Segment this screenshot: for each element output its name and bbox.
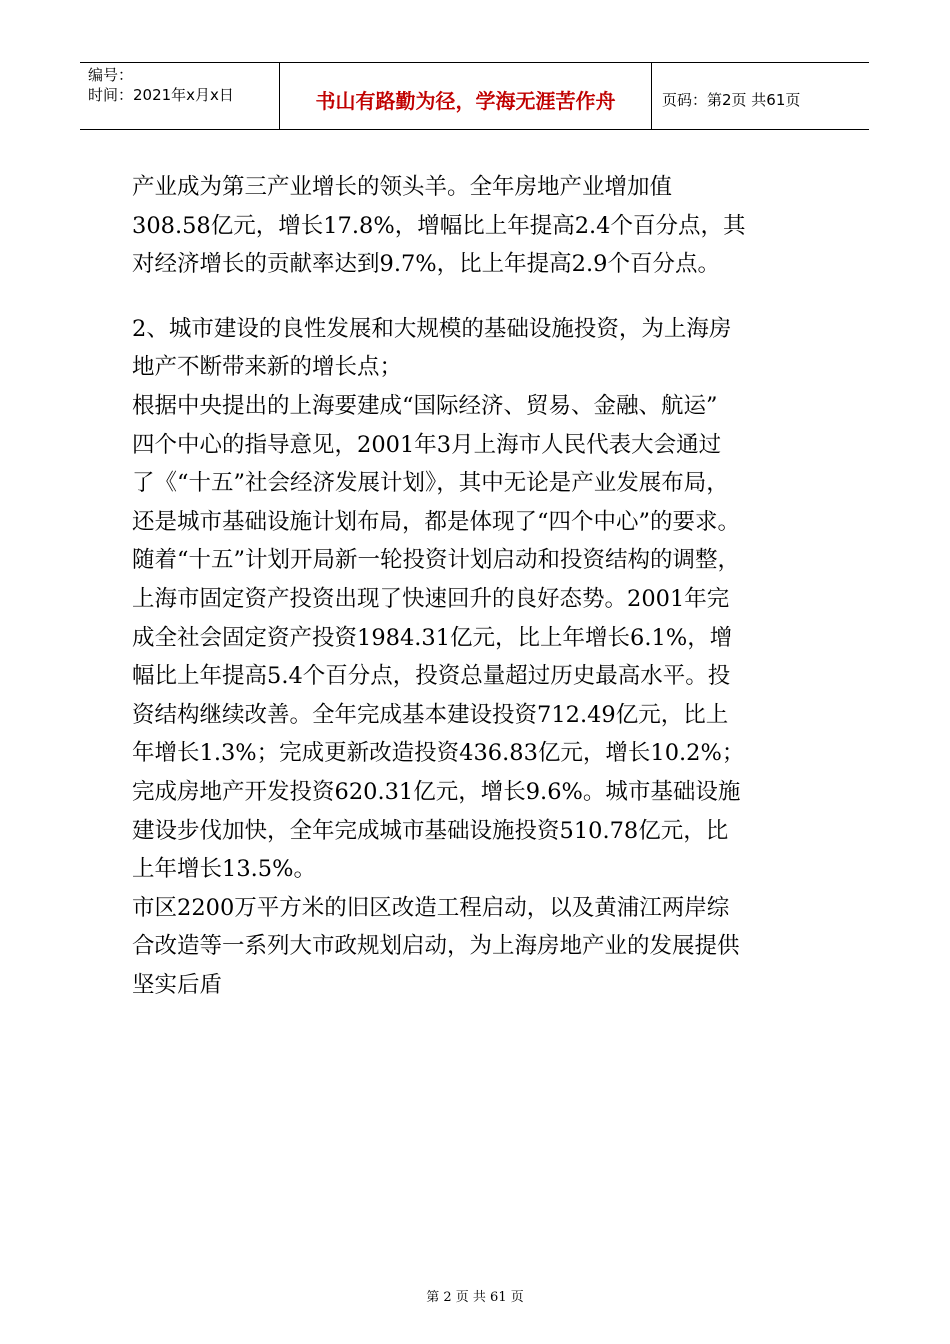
text-line: 完成房地产开发投资620.31亿元，增长9.6%。城市基础设施: [132, 778, 741, 805]
text-line: 随着“十五”计划开局新一轮投资计划启动和投资结构的调整，: [132, 547, 741, 574]
text-line: 地产不断带来新的增长点；: [132, 354, 403, 381]
motto-text: 书山有路勤为径，学海无涯苦作舟: [315, 88, 616, 113]
text-line: 合改造等一系列大市政规划启动，为上海房地产业的发展提供: [132, 933, 740, 960]
text-line: 308.58亿元，增长17.8%，增幅比上年提高2.4个百分点，其: [132, 212, 746, 239]
document-header: [80, 62, 869, 130]
footer-page-number: 第 2 页 共 61 页: [426, 1290, 524, 1305]
text-line: 了《“十五”社会经济发展计划》，其中无论是产业发展布局，: [132, 470, 729, 497]
text-line: 建设步伐加快，全年完成城市基础设施投资510.78亿元，比: [132, 817, 729, 844]
time-label: 时间：2021年x月x日: [88, 86, 234, 104]
text-line: 资结构继续改善。全年完成基本建设投资712.49亿元，比上: [132, 701, 729, 728]
text-line: 市区2200万平方米的旧区改造工程启动，以及黄浦江两岸综: [132, 894, 730, 921]
text-line: 还是城市基础设施计划布局，都是体现了“四个中心”的要求。: [132, 508, 741, 535]
header-motto-cell: [280, 63, 652, 129]
text-line: 成全社会固定资产投资1984.31亿元，比上年增长6.1%，增: [132, 624, 733, 651]
paragraph-gap: [132, 284, 852, 310]
text-line: 坚实后盾: [132, 971, 223, 998]
text-line: 2、城市建设的良性发展和大规模的基础设施投资，为上海房: [132, 315, 732, 342]
text-line: 产业成为第三产业增长的领头羊。全年房地产业增加值: [132, 174, 673, 200]
text-line: 上海市固定资产投资出现了快速回升的良好态势。2001年完: [132, 585, 730, 612]
text-line: 年增长1.3%；完成更新改造投资436.83亿元，增长10.2%；: [132, 740, 745, 767]
page-info: 页码：第2页 共61页: [662, 90, 801, 109]
number-label: 编号：: [88, 66, 134, 84]
text-line: 对经济增长的贡献率达到9.7%，比上年提高2.9个百分点。: [132, 251, 720, 278]
paragraph: [132, 168, 852, 284]
text-line: 幅比上年提高5.4个百分点，投资总量超过历史最高水平。投: [132, 663, 731, 690]
document-body: [132, 168, 852, 1004]
text-line: 上年增长13.5%。: [132, 856, 316, 883]
paragraph: [132, 310, 852, 1005]
text-line: 根据中央提出的上海要建成“国际经济、贸易、金融、航运”: [132, 392, 718, 419]
text-line: 四个中心的指导意见，2001年3月上海市人民代表大会通过: [132, 431, 722, 458]
header-page-cell: [652, 63, 869, 129]
header-meta-cell: [80, 63, 280, 129]
page-footer: [0, 1286, 950, 1305]
